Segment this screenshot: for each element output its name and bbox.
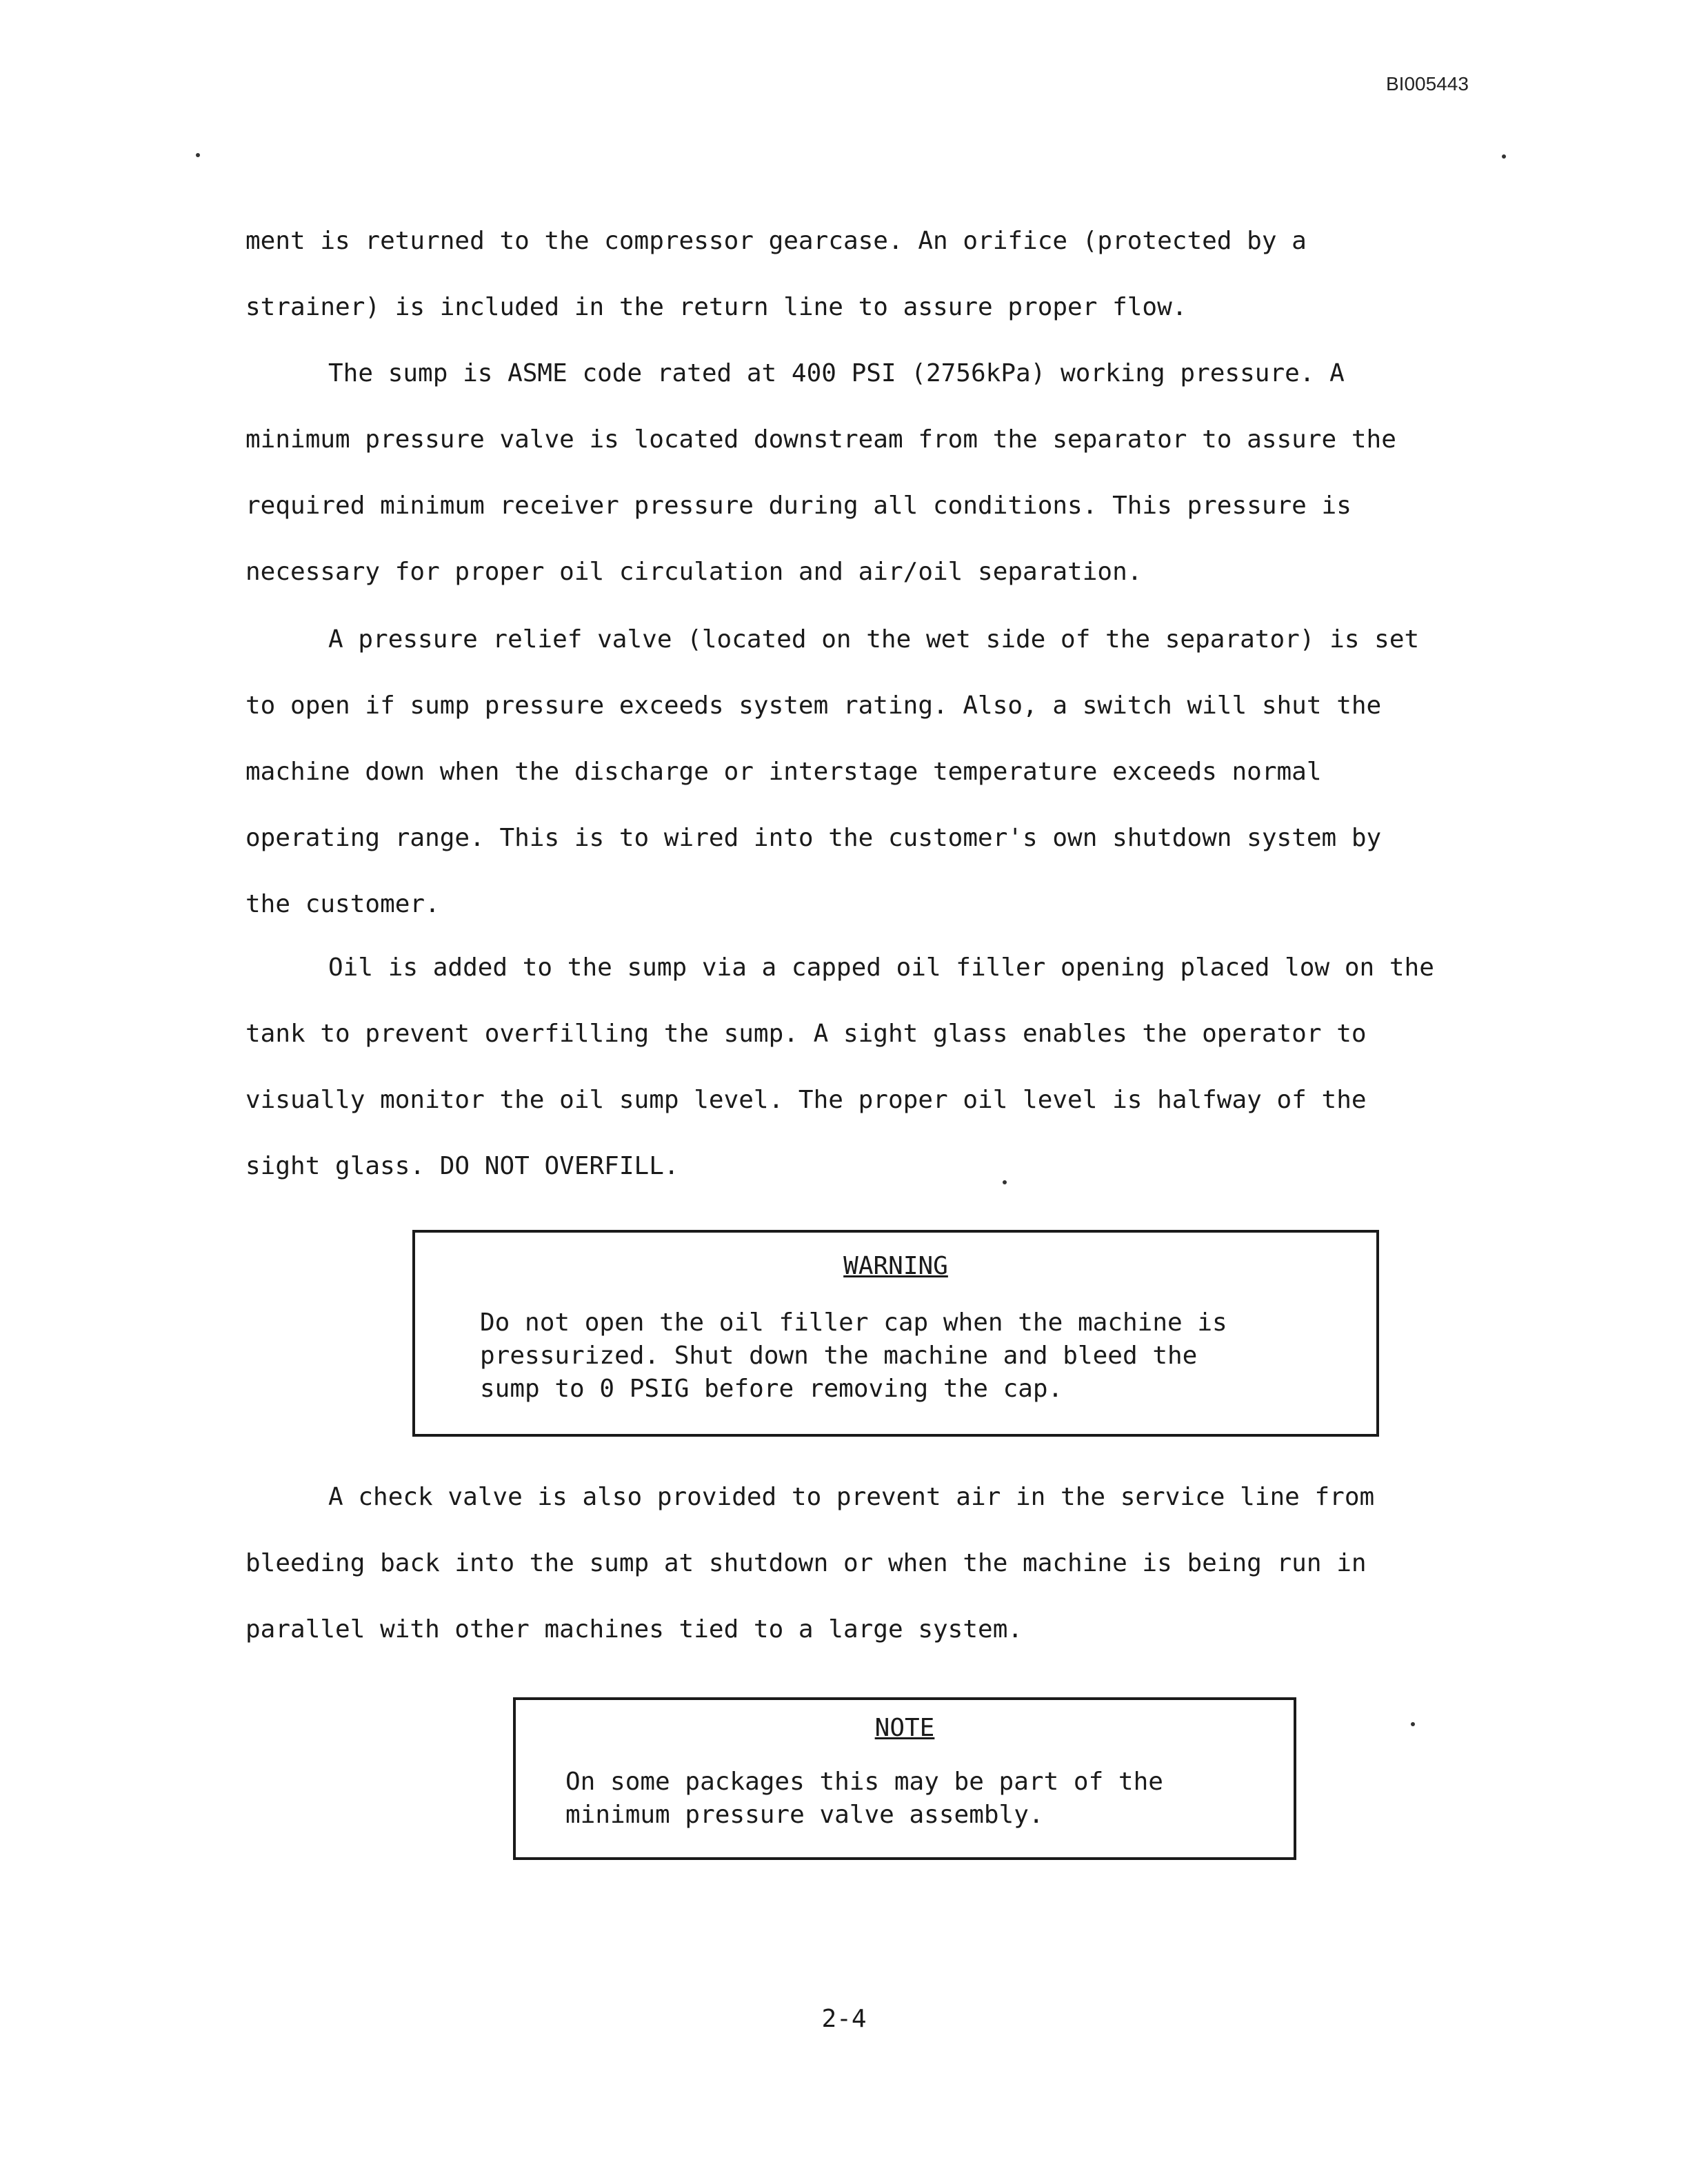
warning-box (412, 1230, 1379, 1437)
paragraph-relief-valve (245, 607, 1556, 938)
text-line: minimum pressure valve is located downstream from the separator to assure the (245, 425, 1396, 454)
text-line: parallel with other machines tied to a large system. (245, 1615, 1023, 1644)
note-box (513, 1697, 1296, 1860)
note-line: minimum pressure valve assembly. (565, 1801, 1044, 1829)
note-body (565, 1766, 1294, 1832)
warning-line: pressurized. Shut down the machine and bleed the (480, 1342, 1198, 1370)
text-line: bleeding back into the sump at shutdown or when the machine is being run in (245, 1549, 1367, 1577)
note-heading: NOTE (874, 1714, 935, 1742)
text-line: visually monitor the oil sump level. The proper oil level is halfway of the (245, 1086, 1367, 1114)
text-line: sight glass. DO NOT OVERFILL. (245, 1152, 679, 1180)
text-line: to open if sump pressure exceeds system rating. Also, a switch will shut the (245, 691, 1382, 720)
document-id: BI005443 (1386, 73, 1469, 94)
text-line: A check valve is also provided to prevent air in the service line from (328, 1483, 1375, 1511)
text-line: The sump is ASME code rated at 400 PSI (2756kPa) working pressure. A (328, 359, 1345, 387)
scan-speck (1411, 1722, 1415, 1726)
paragraph-check-valve (245, 1464, 1556, 1663)
text-line: necessary for proper oil circulation and air/oil separation. (245, 558, 1143, 586)
text-line: operating range. This is to wired into the customer's own shutdown system by (245, 824, 1382, 852)
text-line: strainer) is included in the return line to assure proper flow. (245, 293, 1187, 321)
warning-heading: WARNING (843, 1252, 948, 1280)
scan-speck (1502, 154, 1506, 159)
warning-line: sump to 0 PSIG before removing the cap. (480, 1375, 1063, 1403)
text-line: required minimum receiver pressure during all conditions. This pressure is (245, 492, 1352, 520)
text-line: tank to prevent overfilling the sump. A sight glass enables the operator to (245, 1020, 1367, 1048)
note-line: On some packages this may be part of the (565, 1768, 1163, 1796)
scan-speck (196, 153, 200, 157)
text-line: Oil is added to the sump via a capped oil filler opening placed low on the (328, 953, 1434, 982)
text-line: ment is returned to the compressor gearcase. An orifice (protected by a (245, 227, 1307, 255)
warning-line: Do not open the oil filler cap when the machine is (480, 1308, 1227, 1337)
paragraph-oil (245, 935, 1556, 1200)
text-line: the customer. (245, 890, 440, 918)
paragraph-continuation (245, 208, 1556, 341)
text-line: machine down when the discharge or interstage temperature exceeds normal (245, 758, 1322, 786)
warning-body (480, 1306, 1376, 1406)
page-number: 2-4 (821, 2005, 867, 2033)
paragraph-sump (245, 341, 1556, 605)
text-line: A pressure relief valve (located on the wet side of the separator) is set (328, 625, 1420, 654)
